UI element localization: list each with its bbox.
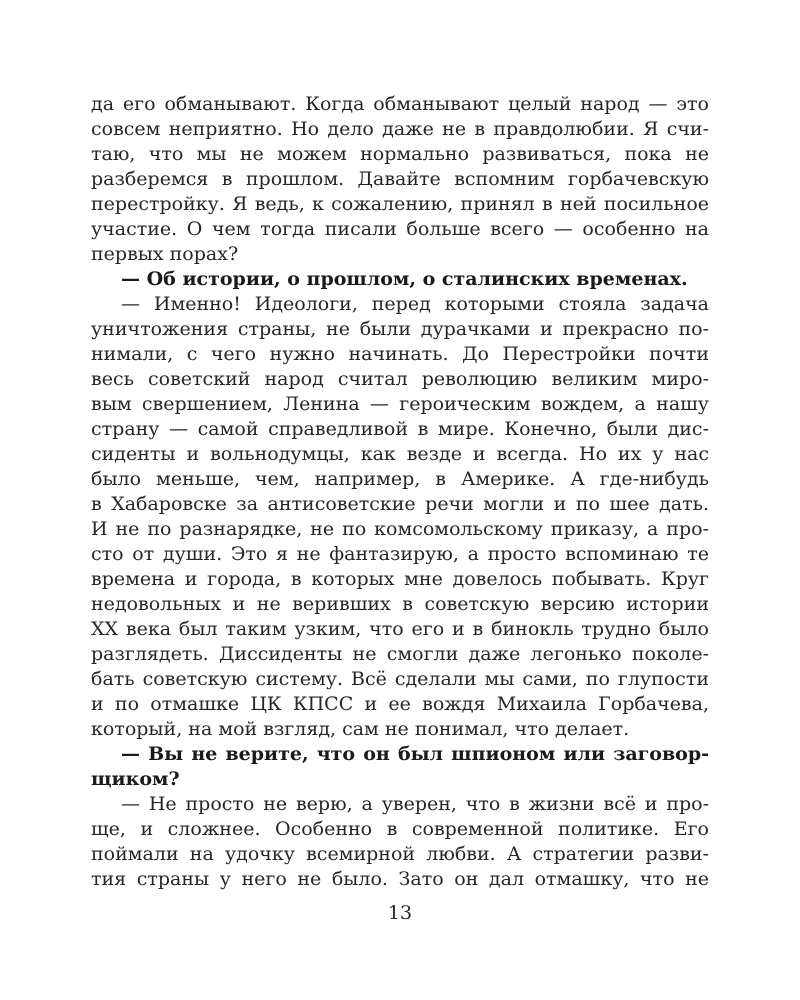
text-line: времена и города, в которых мне довелось побывать. Круг [91, 568, 709, 590]
text-line: разберемся в прошлом. Давайте вспомним горбачевскую [91, 168, 709, 190]
text-line: было меньше, чем, например, в Америке. А где-нибудь [91, 468, 709, 490]
text-line: тия страны у него не было. Зато он дал отмашку, что не [91, 868, 709, 890]
text-line: вым свершением, Ленина — героическим вождем, а нашу [91, 393, 709, 415]
interviewer-question: — Вы не верите, что он был шпионом или заговор- [121, 743, 709, 765]
text-line: нимали, с чего нужно начинать. До Перестройки почти [91, 343, 709, 365]
text-line: страну — самой справедливой в мире. Конечно, были дис- [91, 418, 709, 440]
interviewer-question: щиком? [91, 768, 180, 790]
text-line: XX века был таким узким, что его и в бинокль трудно было [91, 618, 709, 640]
text-line: сто от души. Это я не фантазирую, а просто вспоминаю те [91, 543, 709, 565]
text-line: да его обманывают. Когда обманывают целый народ — это [91, 93, 709, 115]
text-line: И не по разнарядке, не по комсомольскому приказу, а про- [91, 518, 709, 540]
text-line: который, на мой взгляд, сам не понимал, что делает. [91, 718, 630, 740]
text-line: весь советский народ считал революцию великим миро- [91, 368, 709, 390]
text-line: таю, что мы не можем нормально развиваться, пока не [91, 143, 709, 165]
text-line: поймали на удочку всемирной любви. А стратегии разви- [91, 843, 709, 865]
text-line: ще, и сложнее. Особенно в современной политике. Его [91, 818, 709, 840]
interviewer-question: — Об истории, о прошлом, о сталинских временах. [121, 268, 688, 290]
text-line: первых порах? [91, 243, 239, 265]
text-line: сиденты и вольнодумцы, как везде и всегда. Но их у нас [91, 443, 709, 465]
text-line: — Именно! Идеологи, перед которыми стояла задача [121, 293, 709, 315]
text-line: бать советскую систему. Всё сделали мы сами, по глупости [91, 668, 709, 690]
text-line: перестройку. Я ведь, к сожалению, принял в ней посильное [91, 193, 709, 215]
text-line: уничтожения страны, не были дурачками и прекрасно по- [91, 318, 709, 340]
page-number: 13 [387, 902, 413, 924]
text-line: недовольных и не веривших в советскую версию истории [91, 593, 709, 615]
text-line: участие. О чем тогда писали больше всего — особенно на [91, 218, 709, 240]
text-line: — Не просто не верю, а уверен, что в жизни всё и про- [121, 793, 709, 815]
text-line: в Хабаровске за антисоветские речи могли и по шее дать. [91, 493, 709, 515]
text-line: разглядеть. Диссиденты не смогли даже легонько поколе- [91, 643, 709, 665]
text-line: и по отмашке ЦК КПСС и ее вождя Михаила Горбачева, [91, 693, 709, 715]
text-line: совсем неприятно. Но дело даже не в правдолюбии. Я счи- [91, 118, 709, 140]
